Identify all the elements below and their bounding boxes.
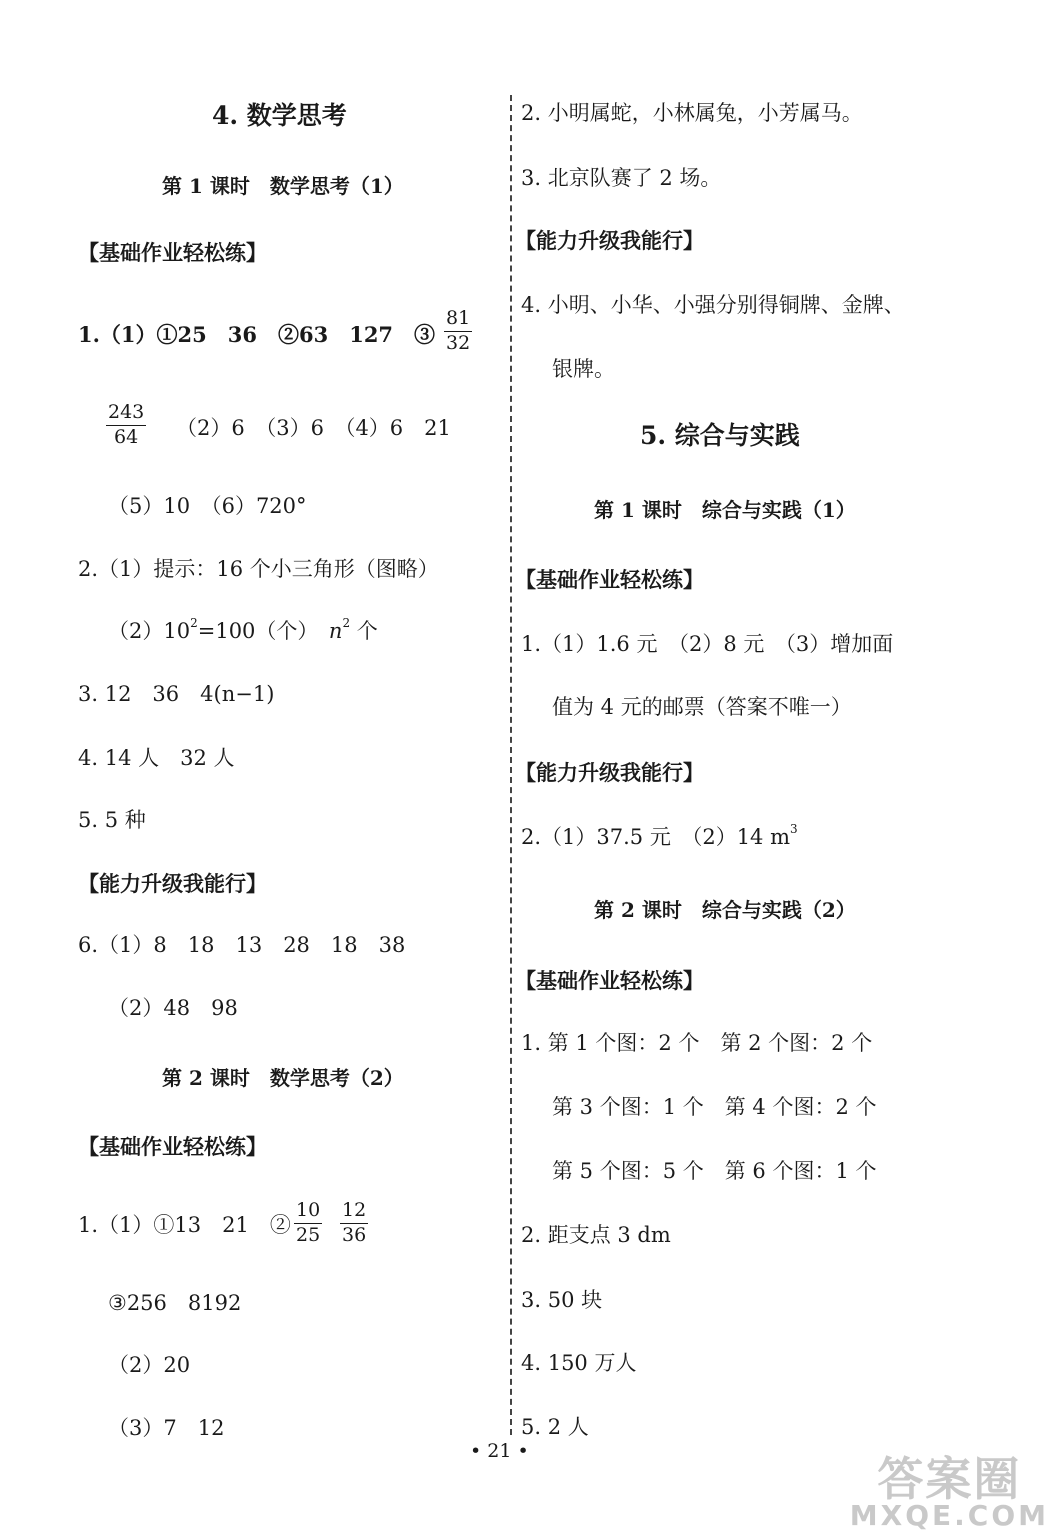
answer-4: 4. 14 人 32 人 [78, 746, 235, 770]
answer-zodiac: 2. 小明属蛇，小林属兔，小芳属马。 [521, 101, 863, 125]
watermark-logo [849, 1452, 1049, 1532]
answer-r1-line-1: 1.（1）①13 21 ② [78, 1213, 291, 1237]
answer-c5: 5. 2 人 [521, 1415, 589, 1439]
answer-2-part-d: 个 [350, 619, 378, 643]
fraction-numerator: 12 [340, 1201, 368, 1224]
fraction-numerator: 10 [294, 1201, 322, 1224]
answer-2-line-2 [108, 616, 378, 643]
fraction-denominator: 64 [114, 425, 139, 448]
fraction-81-32 [444, 309, 472, 354]
answer-6-line-2: （2）48 98 [108, 996, 238, 1020]
answer-beijing-team: 3. 北京队赛了 2 场。 [521, 166, 722, 190]
fraction-denominator: 32 [446, 331, 471, 354]
answer-b1-line-2: 值为 4 元的邮票（答案不唯一） [552, 695, 852, 719]
answer-1-line-1 [78, 324, 435, 346]
answer-medals-line-1: 4. 小明、小华、小强分别得铜牌、金牌、 [521, 293, 905, 317]
exponent-2: 2 [190, 616, 198, 630]
fraction-12-36 [340, 1201, 368, 1246]
answer-r1-line-2: ③256 8192 [108, 1291, 242, 1315]
exponent-3: 3 [790, 822, 798, 836]
answer-medals-line-2: 银牌。 [552, 357, 615, 381]
answer-2-line-1: 2.（1）提示：16 个小三角形（图略） [78, 557, 439, 581]
fraction-10-25 [294, 1201, 322, 1246]
fraction-denominator: 36 [342, 1223, 367, 1246]
section-title-5: 5. 综合与实践 [640, 421, 800, 450]
variable-n: n [328, 619, 343, 643]
answer-5: 5. 5 种 [78, 808, 146, 832]
basic-practice-heading-right-1: 【基础作业轻松练】 [515, 567, 704, 592]
answer-r1-line-4: （3）7 12 [108, 1416, 225, 1440]
exponent-2: 2 [342, 616, 351, 630]
watermark-top: 答案圈 [877, 1452, 1022, 1506]
fraction-numerator: 81 [444, 309, 472, 332]
answer-1-text: 1.（1）①25 36 ②63 127 ③ [78, 322, 436, 347]
answer-c1-line-1: 1. 第 1 个图：2 个 第 2 个图：2 个 [521, 1031, 873, 1055]
answer-r1-line-3: （2）20 [108, 1353, 191, 1377]
answer-b1-line-1: 1.（1）1.6 元 （2）8 元 （3）增加面 [521, 632, 894, 656]
basic-practice-heading-right-2: 【基础作业轻松练】 [515, 968, 704, 993]
answer-c2: 2. 距支点 3 dm [521, 1223, 671, 1247]
answer-c1-line-2: 第 3 个图：1 个 第 4 个图：2 个 [552, 1095, 877, 1119]
answer-2-part-b: =100（个） [197, 619, 329, 643]
answer-6-line-1: 6.（1）8 18 13 28 18 38 [78, 933, 406, 957]
column-divider [510, 95, 512, 1435]
ability-heading-right: 【能力升级我能行】 [515, 228, 704, 253]
watermark-bottom: MXQE.COM [849, 1499, 1049, 1532]
lesson-2-heading: 第 2 课时 数学思考（2） [162, 1066, 404, 1090]
answer-1-line-2: （2）6 （3）6 （4）6 21 [176, 416, 451, 440]
ability-heading-1: 【能力升级我能行】 [78, 871, 267, 896]
answer-c3: 3. 50 块 [521, 1288, 603, 1312]
ability-heading-right-2: 【能力升级我能行】 [515, 760, 704, 785]
fraction-243-64 [106, 403, 146, 448]
answer-b2-text: 2.（1）37.5 元 （2）14 m [521, 825, 791, 849]
answer-c4: 4. 150 万人 [521, 1351, 637, 1375]
answer-2-part-a: （2）10 [108, 619, 191, 643]
basic-practice-heading-2: 【基础作业轻松练】 [78, 1134, 267, 1159]
answer-c1-line-3: 第 5 个图：5 个 第 6 个图：1 个 [552, 1159, 877, 1183]
answer-b2 [521, 822, 798, 849]
answer-1-line-3: （5）10 （6）720° [108, 494, 307, 518]
fraction-denominator: 25 [296, 1223, 321, 1246]
fraction-numerator: 243 [106, 403, 146, 426]
lesson-1-heading: 第 1 课时 数学思考（1） [162, 174, 404, 198]
basic-practice-heading-1: 【基础作业轻松练】 [78, 240, 267, 265]
lesson-2-heading-right: 第 2 课时 综合与实践（2） [594, 898, 856, 922]
page-number: • 21 • [470, 1440, 529, 1462]
section-title-4: 4. 数学思考 [212, 101, 347, 130]
answer-3: 3. 12 36 4(n−1) [78, 682, 275, 706]
lesson-1-heading-right: 第 1 课时 综合与实践（1） [594, 498, 856, 522]
